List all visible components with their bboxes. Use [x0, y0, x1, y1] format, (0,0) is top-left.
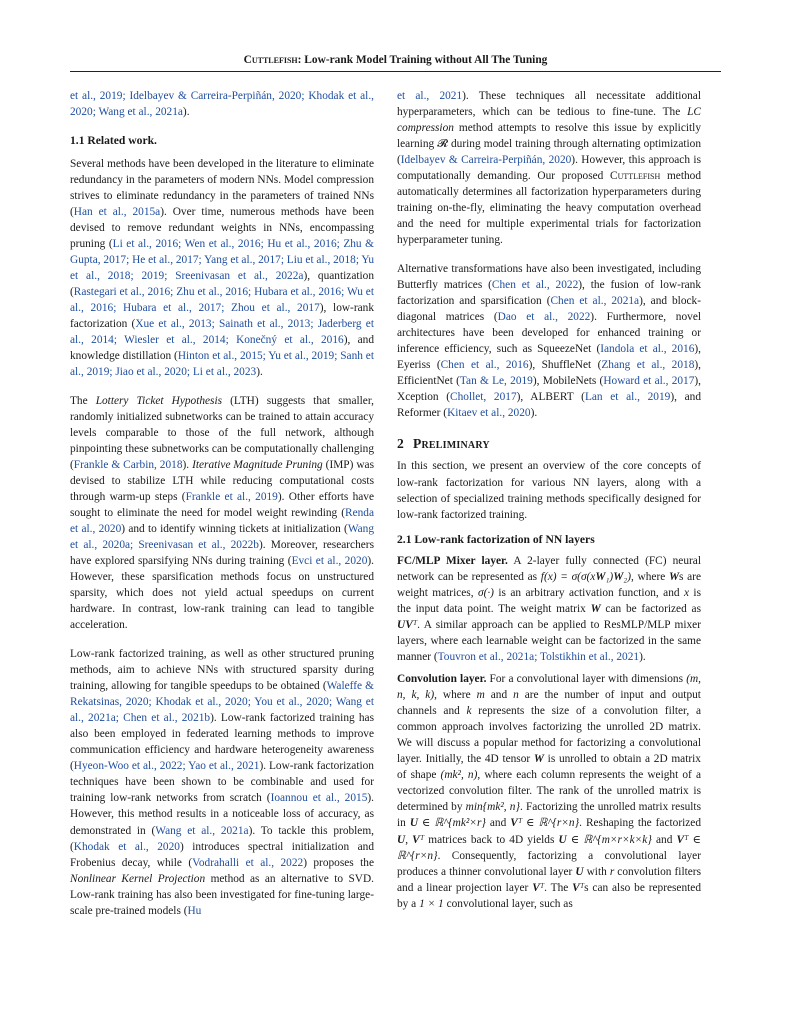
text-run: ), quantization ( [70, 269, 374, 299]
text-run: . Consequently, factorizing a convolutional layer produces a thinner convolutional layer [397, 849, 701, 878]
paragraph [397, 671, 701, 912]
text-run: ). Other efforts have sought to eliminate the need for model weight rewinding ( [70, 491, 374, 520]
citation[interactable]: Touvron et al., 2021a; Tolstikhin et al., 2021 [437, 651, 640, 663]
math: min{mk², n} [465, 801, 520, 814]
text-run: For a convolutional layer with dimensions [486, 673, 687, 686]
paragraph [397, 553, 701, 665]
text-run: with [583, 865, 610, 878]
citation[interactable]: Wang et al., 2020a; Sreenivasan et al., 2022b [70, 523, 374, 552]
math-symbol: V [676, 833, 685, 846]
subsection-heading-low-rank: 2.1 Low-rank factorization of NN layers [397, 532, 595, 546]
math: ∈ ℝ^{m×r×k×k} [566, 833, 652, 846]
text-run: , [405, 833, 413, 846]
text-run: ), EfficientNet ( [397, 359, 701, 388]
math: ᵀ [539, 881, 545, 894]
text-run: ). [182, 106, 190, 119]
citation[interactable]: Zhang et al., 2018 [601, 359, 695, 372]
citation[interactable]: Chollet, 2017 [450, 391, 517, 404]
text-run: ). Low-rank factorized training has also been employed in federated learning methods to improve communication efficiency and hardware heterogeneity awareness ( [70, 712, 374, 773]
text-run: . A similar approach can be applied to ResMLP/MLP mixer layers, where each learnable weight can be factorized in the same manner ( [397, 618, 701, 663]
text-run: In this section, we present an overview of the core concepts of low-rank factorization for various NN layers, along with a selection of specialized training methods specifically designed for low-rank factorized training. [397, 460, 701, 521]
citation[interactable]: Rastegari et al., 2016; Zhu et al., 2016; Hubara et al., 2016; Wu et al., 2016; Hubara et al., 2017; Zhou et al., 2017 [70, 286, 374, 315]
text-run: method as an alternative to SVD. Low-rank training has also been investigated for fine-tuning large-scale pre-trained models ( [70, 872, 374, 917]
text-run: ) proposes the [303, 856, 374, 869]
citation[interactable]: Khodak et al., 2020 [73, 840, 180, 853]
emphasis: Nonlinear Kernel Projection [70, 872, 206, 885]
math: x [683, 586, 690, 599]
math: 1 × 1 [419, 897, 444, 910]
text-run: Several methods have been developed in the literature to eliminate redundancy in the parameters of modern NNs. Model compression strives to eliminate redundancy in the parameters of trained NNs ( [70, 157, 374, 218]
citation[interactable]: Ioannou et al., 2015 [270, 792, 368, 805]
section-heading-preliminary [397, 436, 701, 452]
text-run: and [651, 833, 677, 846]
citation[interactable]: Howard et al., 2017 [603, 375, 695, 388]
math-symbol: W [595, 570, 606, 583]
citation[interactable]: Vodrahalli et al., 2022 [192, 856, 304, 869]
math: n [513, 689, 519, 702]
text-run: . The [544, 881, 573, 894]
subsection-heading-related-work: 1.1 Related work. [70, 133, 157, 147]
text-run: . Factorizing the unrolled matrix results in [397, 801, 701, 830]
math: σ(·) [477, 586, 494, 599]
citation[interactable]: Tan & Le, 2019 [459, 375, 533, 388]
paragraph [397, 261, 701, 421]
citation[interactable]: Iandola et al., 2016 [600, 343, 695, 356]
math-symbol: V [532, 881, 540, 894]
paragraph-lead: Convolution layer. [397, 673, 487, 686]
paragraph [70, 156, 374, 381]
math-symbol: U [409, 817, 419, 830]
math-symbol: W [668, 570, 680, 583]
text-run: Alternative transformations have also been investigated, including Butterfly matrices ( [397, 262, 701, 292]
method-name: Cuttlefish [243, 54, 298, 66]
math: ᵀ ∈ ℝ^{r×n} [397, 833, 701, 862]
text-run: ), Xception ( [397, 375, 702, 404]
text-run: ). However, this approach is computationally demanding. Our proposed [397, 154, 701, 183]
citation[interactable]: Frankle et al., 2019 [185, 491, 278, 504]
text-run: , where [631, 570, 669, 583]
text-run: ). These techniques all necessitate additional hyperparameters, which can be tedious to fine-tune. The [397, 90, 701, 119]
text-run: ) introduces spectral initialization and Frobenius decay, while ( [70, 840, 374, 869]
paragraph [70, 88, 374, 120]
citation[interactable]: Chen et al., 2021a [550, 295, 640, 308]
method-name: Cuttlefish [610, 170, 661, 183]
header-rule [70, 71, 721, 72]
math-symbol: U [397, 833, 406, 846]
citation[interactable]: Hinton et al., 2015; Yu et al., 2019; Sanh et al., 2019; Jiao et al., 2020; Li et al., 2023 [70, 350, 374, 379]
text-run: ), low-rank factorization ( [70, 302, 374, 331]
text-run: ), ShuffleNet ( [528, 359, 602, 372]
running-header [70, 54, 721, 66]
citation[interactable]: et al., 2021 [397, 90, 463, 102]
citation[interactable]: Lan et al., 2019 [584, 391, 671, 404]
math-symbol: UV [397, 618, 413, 631]
math: (m, n, k, k) [397, 673, 701, 702]
math-symbol: V [510, 817, 518, 830]
emphasis: LC compression [397, 106, 701, 135]
text-run: ), MobileNets ( [532, 375, 604, 388]
text-run: ). Low-rank factorization techniques have been shown to be combinable and used for training low-rank networks from scratch ( [70, 760, 374, 805]
paragraph [397, 458, 701, 522]
text-run: ). To tackle this problem, ( [70, 824, 375, 853]
section-title: Preliminary [413, 436, 490, 452]
citation[interactable]: Chen et al., 2016 [440, 359, 529, 372]
text-run: ). [639, 651, 646, 663]
math: ₂) [623, 570, 632, 583]
math-symbol: U [558, 833, 567, 846]
citation[interactable]: Idelbayev & Carreira-Perpiñán, 2020 [400, 154, 572, 167]
text-run: is an arbitrary activation function, and [493, 586, 684, 599]
citation[interactable]: Frankle & Carbin, 2018 [73, 458, 183, 471]
emphasis: Lottery Ticket Hypothesis [95, 394, 223, 407]
text-run: ), the fusion of low-rank factorization and sparsification ( [397, 279, 702, 308]
emphasis: Iterative Magnitude Pruning [192, 458, 323, 471]
math-symbol: W [590, 602, 601, 615]
paragraph [70, 646, 374, 919]
text-run: ). [182, 458, 193, 471]
citation[interactable]: Wang et al., 2021a [155, 824, 249, 837]
text-run: can be factorized as [600, 602, 701, 615]
text-run: ). Moreover, researchers have explored sparsifying NNs during training ( [70, 539, 374, 568]
text-run: ). [256, 366, 263, 379]
text-run: and [484, 689, 514, 702]
math: f(x) = σ(σ(x [540, 570, 596, 583]
paragraph [397, 88, 701, 248]
math: ᵀ [419, 833, 425, 846]
citation[interactable]: Li et al., 2016; Wen et al., 2016; Hu et al., 2016; Zhu & Gupta, 2017; He et al., 2017; Yang et al., 2017; Liu et al., 2018; Yu et al., 2018; 2019; Sreenivasan et al., 2022a [70, 237, 374, 282]
right-column [397, 88, 701, 912]
text-run: are the number of input and output channels and [397, 689, 701, 718]
text-run: ), Eyeriss ( [397, 343, 701, 372]
citation[interactable]: Dao et al., 2022 [497, 311, 591, 324]
math: m [476, 689, 485, 702]
text-run: convolution filters and a linear projection layer [397, 865, 701, 894]
text-run: ), ALBERT ( [516, 391, 585, 404]
text-run: (LTH) suggests that smaller, randomly initialized subnetworks can be trained to attain accuracy levels comparable to those of the full network, although pinpointing these subnetworks can be computationally challenging ( [70, 394, 374, 471]
math: k [466, 705, 472, 718]
math-symbol: W [613, 570, 624, 583]
text-run: ). Over time, numerous methods have been devised to remove redundant weights in NNs, encompassing pruning ( [70, 205, 374, 250]
text-run: s can also be represented by a [397, 881, 701, 910]
math: ₁) [605, 570, 614, 583]
text-run: ). However, this method results in a noticeable loss of accuracy, as demonstrated in ( [70, 792, 374, 837]
text-run: , where each column represents the weight of a vectorized convolution filter. The rank of the unrolled matrix is determined by [397, 769, 701, 814]
math-symbol: V [412, 833, 420, 846]
math: ∈ ℝ^{mk²×r} [418, 817, 486, 830]
text-run: ). [530, 407, 538, 420]
citation[interactable]: Hyeon-Woo et al., 2022; Yao et al., 2021 [73, 760, 260, 773]
text-run: matrices back to 4D yields [424, 833, 559, 846]
citation[interactable]: et al., 2019; Idelbayev & Carreira-Perpiñán, 2020; Khodak et al., 2020; Wang et al., 2021a [70, 90, 374, 119]
math: (mk², n) [440, 769, 478, 782]
text-run: method automatically determines all factorization hyperparameters during training on-the-fly, eliminating the heavy computation overhead and the need for multiple experimental trials for factorization hyperparameter tuning. [397, 170, 701, 247]
citation[interactable]: Xue et al., 2013; Sainath et al., 2013; Jaderberg et al., 2014; Wiesler et al., 2014; Konečný et al., 2016 [70, 318, 374, 347]
text-run: s are weight matrices, [397, 570, 701, 599]
text-run: ), and block-diagonal matrices ( [397, 295, 701, 324]
text-run: ). However, these sparsification methods focus on unstructured sparsity, which does not yield actual speedups on current hardware. In contrast, low-rank training can lead to tangible acceleration. [70, 555, 374, 632]
paragraph-lead: FC/MLP Mixer layer. [397, 554, 508, 567]
text-run: (IMP) was devised to stabilize LTH while reducing computational costs through warm-up steps ( [70, 458, 374, 504]
text-run: A 2-layer fully connected (FC) neural network can be represented as [397, 554, 701, 583]
text-run: method attempts to resolve this issue by explicitly learning 𝓡 during model training through alternating optimization ( [397, 122, 701, 167]
math: ᵀ [412, 618, 418, 631]
citation[interactable]: Waleffe & Rekatsinas, 2020; Khodak et al., 2020; You et al., 2020; Wang et al., 2021a; Chen et al., 2021b [70, 680, 374, 725]
text-run: Low-rank factorized training, as well as other structured pruning methods, aim to achieve NNs with structured sparsity during training, allowing for tangible speedups to be obtained ( [70, 648, 374, 693]
text-run: and [485, 817, 511, 830]
header-title-rest: : Low-rank Model Training without All The Tuning [297, 54, 548, 66]
citation[interactable]: Evci et al., 2020 [291, 555, 368, 568]
math: ᵀ ∈ ℝ^{r×n} [517, 817, 580, 830]
paragraph [70, 393, 374, 634]
text-run: ), and Reformer ( [397, 391, 701, 420]
text-run: ). Furthermore, novel architectures have been developed for enhanced training or inference efficiency, such as SqueezeNet ( [397, 311, 702, 356]
text-run: is the input data point. The weight matrix [397, 586, 701, 615]
citation[interactable]: Renda et al., 2020 [70, 507, 374, 536]
math: ᵀ [579, 881, 585, 894]
text-run: , where [434, 689, 477, 702]
text-run: convolutional layer, such as [443, 897, 573, 910]
citation[interactable]: Chen et al., 2022 [491, 279, 579, 292]
math-symbol: W [533, 753, 544, 766]
text-run: . Reshaping the factorized [579, 817, 701, 830]
text-run: The [70, 394, 96, 407]
citation[interactable]: Han et al., 2015a [73, 205, 161, 218]
math: r [609, 865, 615, 878]
text-run: is unrolled to obtain a 2D matrix of shape [397, 753, 701, 782]
math-symbol: U [575, 865, 584, 878]
citation[interactable]: Hu [187, 904, 202, 917]
math-symbol: V [572, 881, 580, 894]
left-column [70, 88, 374, 919]
citation[interactable]: Kitaev et al., 2020 [447, 407, 531, 420]
text-run: represents the size of a convolution filter, a common approach involves factorizing the unrolled 2D matrix. We will discuss a popular method for factorizing a convolutional layer. Initially, the 4D tensor [397, 705, 701, 766]
section-number: 2 [397, 436, 404, 452]
text-run: ) and to identify winning tickets at initialization ( [121, 523, 348, 536]
text-run: ), and knowledge distillation ( [70, 334, 375, 363]
